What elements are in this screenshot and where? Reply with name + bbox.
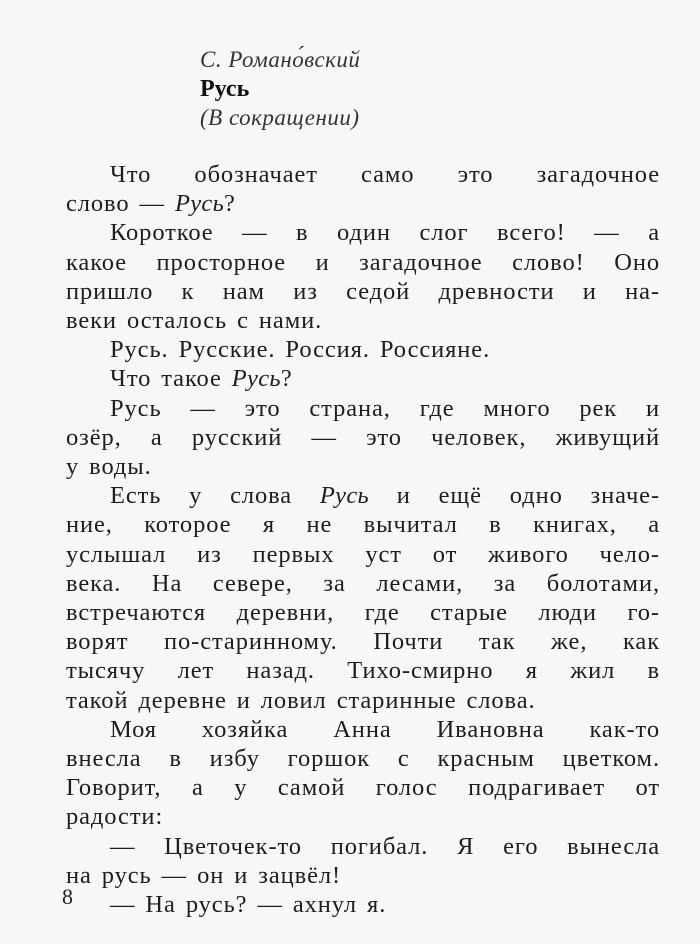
text-line: века. На севере, за лесами, за болотами, <box>66 569 660 597</box>
text-line: Говорит, а у самой голос подрагивает от <box>66 774 660 802</box>
paragraph <box>66 364 660 393</box>
text-line: Моя хозяйка Анна Ивановна как-то <box>110 715 660 743</box>
author-name: С. Романо́вский <box>200 47 361 72</box>
paragraph <box>66 481 660 715</box>
text-line: Короткое — в один слог всего! — а <box>110 219 660 247</box>
text-line: слово — Русь? <box>66 190 236 218</box>
text-line: Что такое Русь? <box>110 365 293 393</box>
text-line: встречаются деревни, где старые люди го- <box>66 599 660 627</box>
text-line: на русь — он и зацвёл! <box>66 861 342 889</box>
text-line: озёр, а русский — это человек, живущий <box>66 423 660 451</box>
emphasized-word: Русь <box>319 482 369 510</box>
text-line: у воды. <box>66 453 152 481</box>
header <box>200 46 660 132</box>
paragraph <box>66 218 660 335</box>
text-line: веки осталось с нами. <box>66 307 323 335</box>
text-line: Русь — это страна, где много рек и <box>110 394 660 422</box>
story-title: Русь <box>200 76 250 102</box>
text-line: услышал из первых уст от живого чело- <box>66 540 660 568</box>
text-line: радости: <box>66 803 164 831</box>
abridged-note: (В сокращении) <box>200 105 360 130</box>
text-line: Есть у слова Русь и ещё одно значе- <box>110 482 660 510</box>
text-line: — Цветочек-то погибал. Я его вынесла <box>110 832 660 860</box>
text-line: внесла в избу горшок с красным цветком. <box>66 745 660 773</box>
text-line: пришло к нам из седой древности и на- <box>66 277 660 305</box>
text-line: ние, которое я не вычитал в книгах, а <box>66 511 660 539</box>
text-line: Что обозначает само это загадочное <box>110 161 660 188</box>
paragraph <box>66 715 660 832</box>
page-number: 8 <box>62 884 73 909</box>
emphasized-word: Русь <box>174 190 225 218</box>
text-line: ворят по-старинному. Почти так же, как <box>66 628 660 656</box>
text-line: тысячу лет назад. Тихо-смирно я жил в <box>66 657 660 685</box>
paragraph <box>66 394 660 482</box>
text-line: такой деревне и ловил старинные слова. <box>66 686 536 714</box>
text-line: — На русь? — ахнул я. <box>110 891 387 919</box>
emphasized-word: Русь <box>231 365 281 393</box>
paragraph <box>66 890 660 919</box>
text-line: какое просторное и загадочное слово! Оно <box>66 248 660 276</box>
paragraph <box>66 335 660 364</box>
paragraph <box>66 832 660 890</box>
paragraph <box>66 160 660 218</box>
text-line: Русь. Русские. Россия. Россияне. <box>110 336 491 364</box>
story-text <box>66 160 660 919</box>
